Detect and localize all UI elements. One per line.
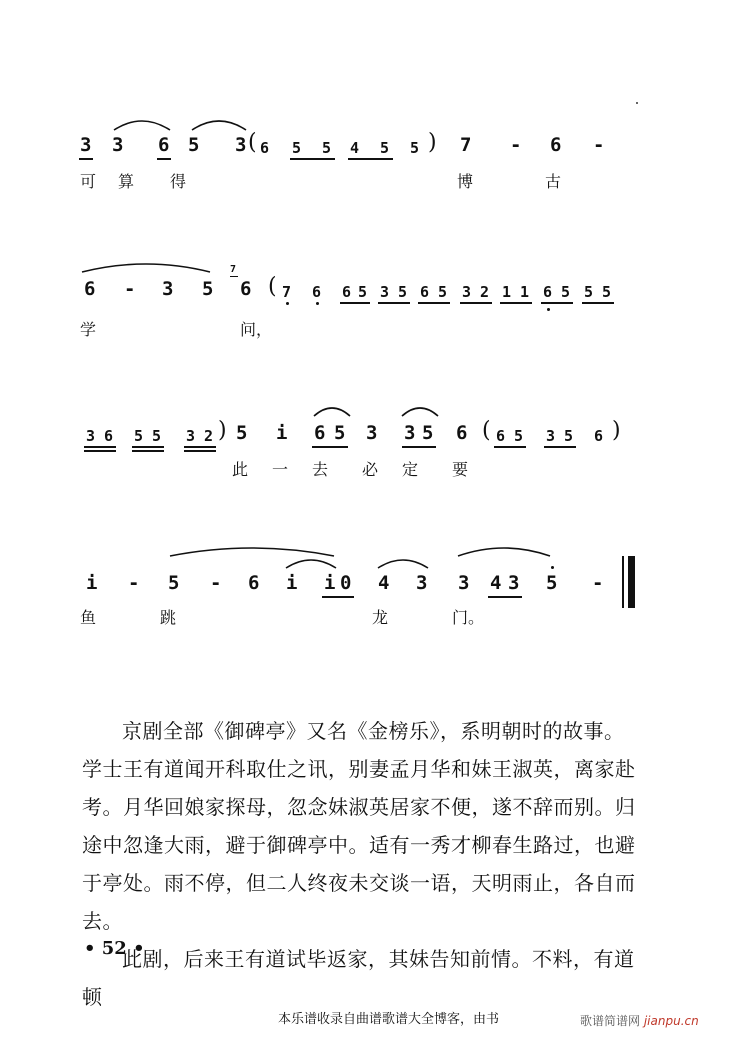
note: 5 — [380, 139, 390, 157]
lyric: 去 — [312, 460, 329, 479]
underline — [132, 450, 164, 452]
note: 3 — [235, 134, 247, 156]
lyric: 古 — [545, 172, 562, 191]
note: 5 — [168, 572, 180, 594]
note: - — [593, 134, 605, 156]
note: 3 — [186, 427, 196, 445]
note: 3 — [366, 422, 378, 444]
note: 5 — [292, 139, 302, 157]
note: 3 — [404, 422, 416, 444]
watermark-domain: jianpu.cn — [643, 1014, 699, 1028]
note: - — [210, 572, 222, 594]
underline — [544, 446, 576, 448]
note: 3 — [508, 572, 520, 594]
underline — [340, 302, 370, 304]
note: 5 — [422, 422, 434, 444]
underline — [157, 158, 171, 160]
underline — [378, 302, 410, 304]
note: 5 — [564, 427, 574, 445]
paren: ) — [612, 418, 621, 443]
note: 5 — [546, 572, 558, 594]
low-dot — [286, 302, 289, 305]
note: 3 — [458, 572, 470, 594]
note: 6 — [543, 283, 553, 301]
note: 5 — [584, 283, 594, 301]
paren: ( — [482, 418, 491, 443]
note: 6 — [240, 278, 252, 300]
description-text — [82, 712, 642, 1016]
low-dot — [547, 308, 550, 311]
paren: ( — [268, 274, 277, 299]
underline — [322, 596, 354, 598]
watermark — [580, 1012, 699, 1029]
note: 4 — [350, 139, 360, 157]
note: 3 — [112, 134, 124, 156]
note: 3 — [462, 283, 472, 301]
lyric: 学 — [80, 320, 97, 339]
lyric: 要 — [452, 460, 469, 479]
note: 6 — [314, 422, 326, 444]
slur — [456, 544, 552, 558]
note: 5 — [322, 139, 332, 157]
slur — [80, 260, 212, 274]
note: 5 — [398, 283, 408, 301]
note: 3 — [86, 427, 96, 445]
note: i — [286, 572, 298, 594]
lyric: 博 — [457, 172, 474, 191]
note: 4 — [490, 572, 502, 594]
note: 5 — [410, 139, 420, 157]
lyric: 问， — [240, 320, 273, 339]
final-barline-thin — [622, 556, 624, 608]
note: 0 — [340, 572, 352, 594]
underline — [290, 158, 335, 160]
underline — [348, 158, 393, 160]
note: 3 — [380, 283, 390, 301]
note: 5 — [134, 427, 144, 445]
lyric: 必 — [362, 460, 379, 479]
note: 5 — [514, 427, 524, 445]
slur — [190, 118, 248, 132]
lyric: 跳 — [160, 608, 177, 627]
note: 1 — [520, 283, 530, 301]
note: 5 — [438, 283, 448, 301]
note: i — [86, 572, 98, 594]
paren: ) — [218, 418, 227, 443]
note: 3 — [162, 278, 174, 300]
note: 6 — [248, 572, 260, 594]
note: i — [276, 422, 288, 444]
underline — [84, 450, 116, 452]
note: 5 — [202, 278, 214, 300]
note: 3 — [80, 134, 92, 156]
lyric: 一 — [272, 460, 289, 479]
footer-text: 本乐谱收录自曲谱歌谱大全博客，由书 — [278, 1012, 500, 1027]
slur — [112, 118, 172, 132]
underline — [402, 446, 436, 448]
grace-note: 7 — [230, 264, 237, 275]
note: i — [324, 572, 336, 594]
note: - — [124, 278, 136, 300]
underline — [500, 302, 532, 304]
note: 5 — [561, 283, 571, 301]
watermark-cn: 歌谱简谱网 — [580, 1014, 641, 1028]
underline — [230, 276, 238, 277]
lyric: 算 — [118, 172, 135, 191]
note: 1 — [502, 283, 512, 301]
page-number: • 52 • — [84, 938, 145, 959]
note: 7 — [460, 134, 472, 156]
paragraph: 京剧全部《御碑亭》又名《金榜乐》，系明朝时的故事。学士王有道闻开科取仕之讯，别妻孟月华和妹王淑英，离家赴考。月华回娘家探母，忽念妹淑英居家不便，遂不辞而别。归途中忽逢大雨，避于御碑亭中。适有一秀才柳春生路过，也避于亭处。雨不停，但二人终夜未交谈一语，天明雨止，各自而去。 — [82, 719, 636, 933]
slur — [284, 556, 338, 570]
slur — [312, 404, 352, 418]
note: 6 — [84, 278, 96, 300]
underline — [79, 158, 93, 160]
note: 6 — [594, 427, 604, 445]
paren: ( — [248, 130, 257, 155]
lyric: 门。 — [452, 608, 485, 627]
underline — [582, 302, 614, 304]
underline — [418, 302, 450, 304]
note: 6 — [260, 139, 270, 157]
note: 5 — [236, 422, 248, 444]
note: 6 — [342, 283, 352, 301]
note: - — [592, 572, 604, 594]
underline — [541, 302, 573, 304]
lyric: 鱼 — [80, 608, 97, 627]
note: 3 — [546, 427, 556, 445]
note: 6 — [420, 283, 430, 301]
slur — [400, 404, 440, 418]
note: 6 — [550, 134, 562, 156]
note: 5 — [602, 283, 612, 301]
note: 4 — [378, 572, 390, 594]
note: 5 — [334, 422, 346, 444]
note: 3 — [416, 572, 428, 594]
note: 5 — [152, 427, 162, 445]
note: 6 — [456, 422, 468, 444]
final-barline-thick — [628, 556, 635, 608]
note: - — [128, 572, 140, 594]
note: 6 — [312, 283, 322, 301]
underline — [184, 450, 216, 452]
lyric: 龙 — [372, 608, 389, 627]
lyric: 得 — [170, 172, 187, 191]
underline — [488, 596, 522, 598]
note: 6 — [158, 134, 170, 156]
underline — [84, 446, 116, 448]
note: 2 — [480, 283, 490, 301]
lyric: 定 — [402, 460, 419, 479]
lyric: 此 — [232, 460, 249, 479]
lyric: 可 — [80, 172, 97, 191]
underline — [494, 446, 526, 448]
note: 7 — [282, 283, 292, 301]
paragraph: 此剧，后来王有道试毕返家，其妹告知前情。不料，有道顿 — [82, 947, 635, 1009]
low-dot — [316, 302, 319, 305]
high-dot — [551, 566, 554, 569]
note: - — [510, 134, 522, 156]
paren: ) — [428, 130, 437, 155]
underline — [460, 302, 492, 304]
note: 6 — [104, 427, 114, 445]
stray-mark — [636, 102, 638, 104]
note: 5 — [358, 283, 368, 301]
note: 6 — [496, 427, 506, 445]
underline — [132, 446, 164, 448]
underline — [184, 446, 216, 448]
note: 5 — [188, 134, 200, 156]
note: 2 — [204, 427, 214, 445]
underline — [312, 446, 348, 448]
slur — [376, 556, 430, 570]
